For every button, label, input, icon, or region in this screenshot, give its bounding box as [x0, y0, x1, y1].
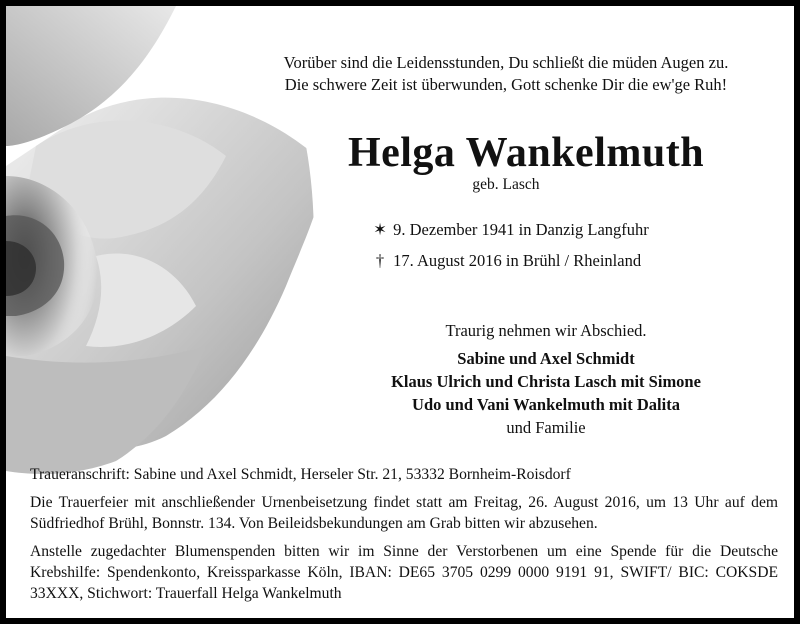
verse — [256, 52, 756, 96]
mourner-name: Udo und Vani Wankelmuth mit Dalita — [412, 395, 680, 414]
mourners-closing: und Familie — [506, 418, 586, 437]
birth-line — [371, 220, 649, 240]
death-line — [371, 251, 641, 271]
verse-line-2: Die schwere Zeit ist überwunden, Gott schenke Dir die ew'ge Ruh! — [284, 75, 728, 94]
cross-icon: † — [375, 251, 385, 270]
farewell-intro: Traurig nehmen wir Abschied. — [445, 321, 647, 340]
mourners-block — [336, 319, 756, 439]
donation-text: Anstelle zugedachter Blumenspenden bitten wir im Sinne der Verstorbenen um eine Spende für die Deutsche Krebshilfe: Spendenkonto, Kreissparkasse Köln, IBAN: DE65 3705 0299 0000 9191 91, SWIFT/ BIC: COKSDE 33XXX, Stichwort: Trauerfall Helga Wankelmuth — [30, 543, 778, 602]
birth-text: 9. Dezember 1941 in Danzig Langfuhr — [393, 220, 649, 239]
death-text: 17. August 2016 in Brühl / Rheinland — [393, 251, 642, 270]
verse-line-1: Vorüber sind die Leidensstunden, Du schließt die müden Augen zu. — [283, 53, 729, 72]
star-icon: ✶ — [373, 220, 387, 239]
deceased-name: Helga Wankelmuth — [347, 130, 705, 176]
mourner-name: Klaus Ulrich und Christa Lasch mit Simone — [391, 372, 701, 391]
maiden-name: geb. Lasch — [472, 176, 540, 193]
mourning-address: Traueranschrift: Sabine und Axel Schmidt, Herseler Str. 21, 53332 Bornheim-Roisdorf — [30, 466, 571, 483]
ceremony-text: Die Trauerfeier mit anschließender Urnenbeisetzung findet statt am Freitag, 26. August 2016, um 13 Uhr auf dem Südfriedhof Brühl, Bonnstr. 134. Von Beileidsbekundungen am Grab bitten wir abzusehen. — [30, 494, 778, 532]
mourner-name: Sabine und Axel Schmidt — [457, 349, 635, 368]
info-section — [30, 464, 778, 611]
